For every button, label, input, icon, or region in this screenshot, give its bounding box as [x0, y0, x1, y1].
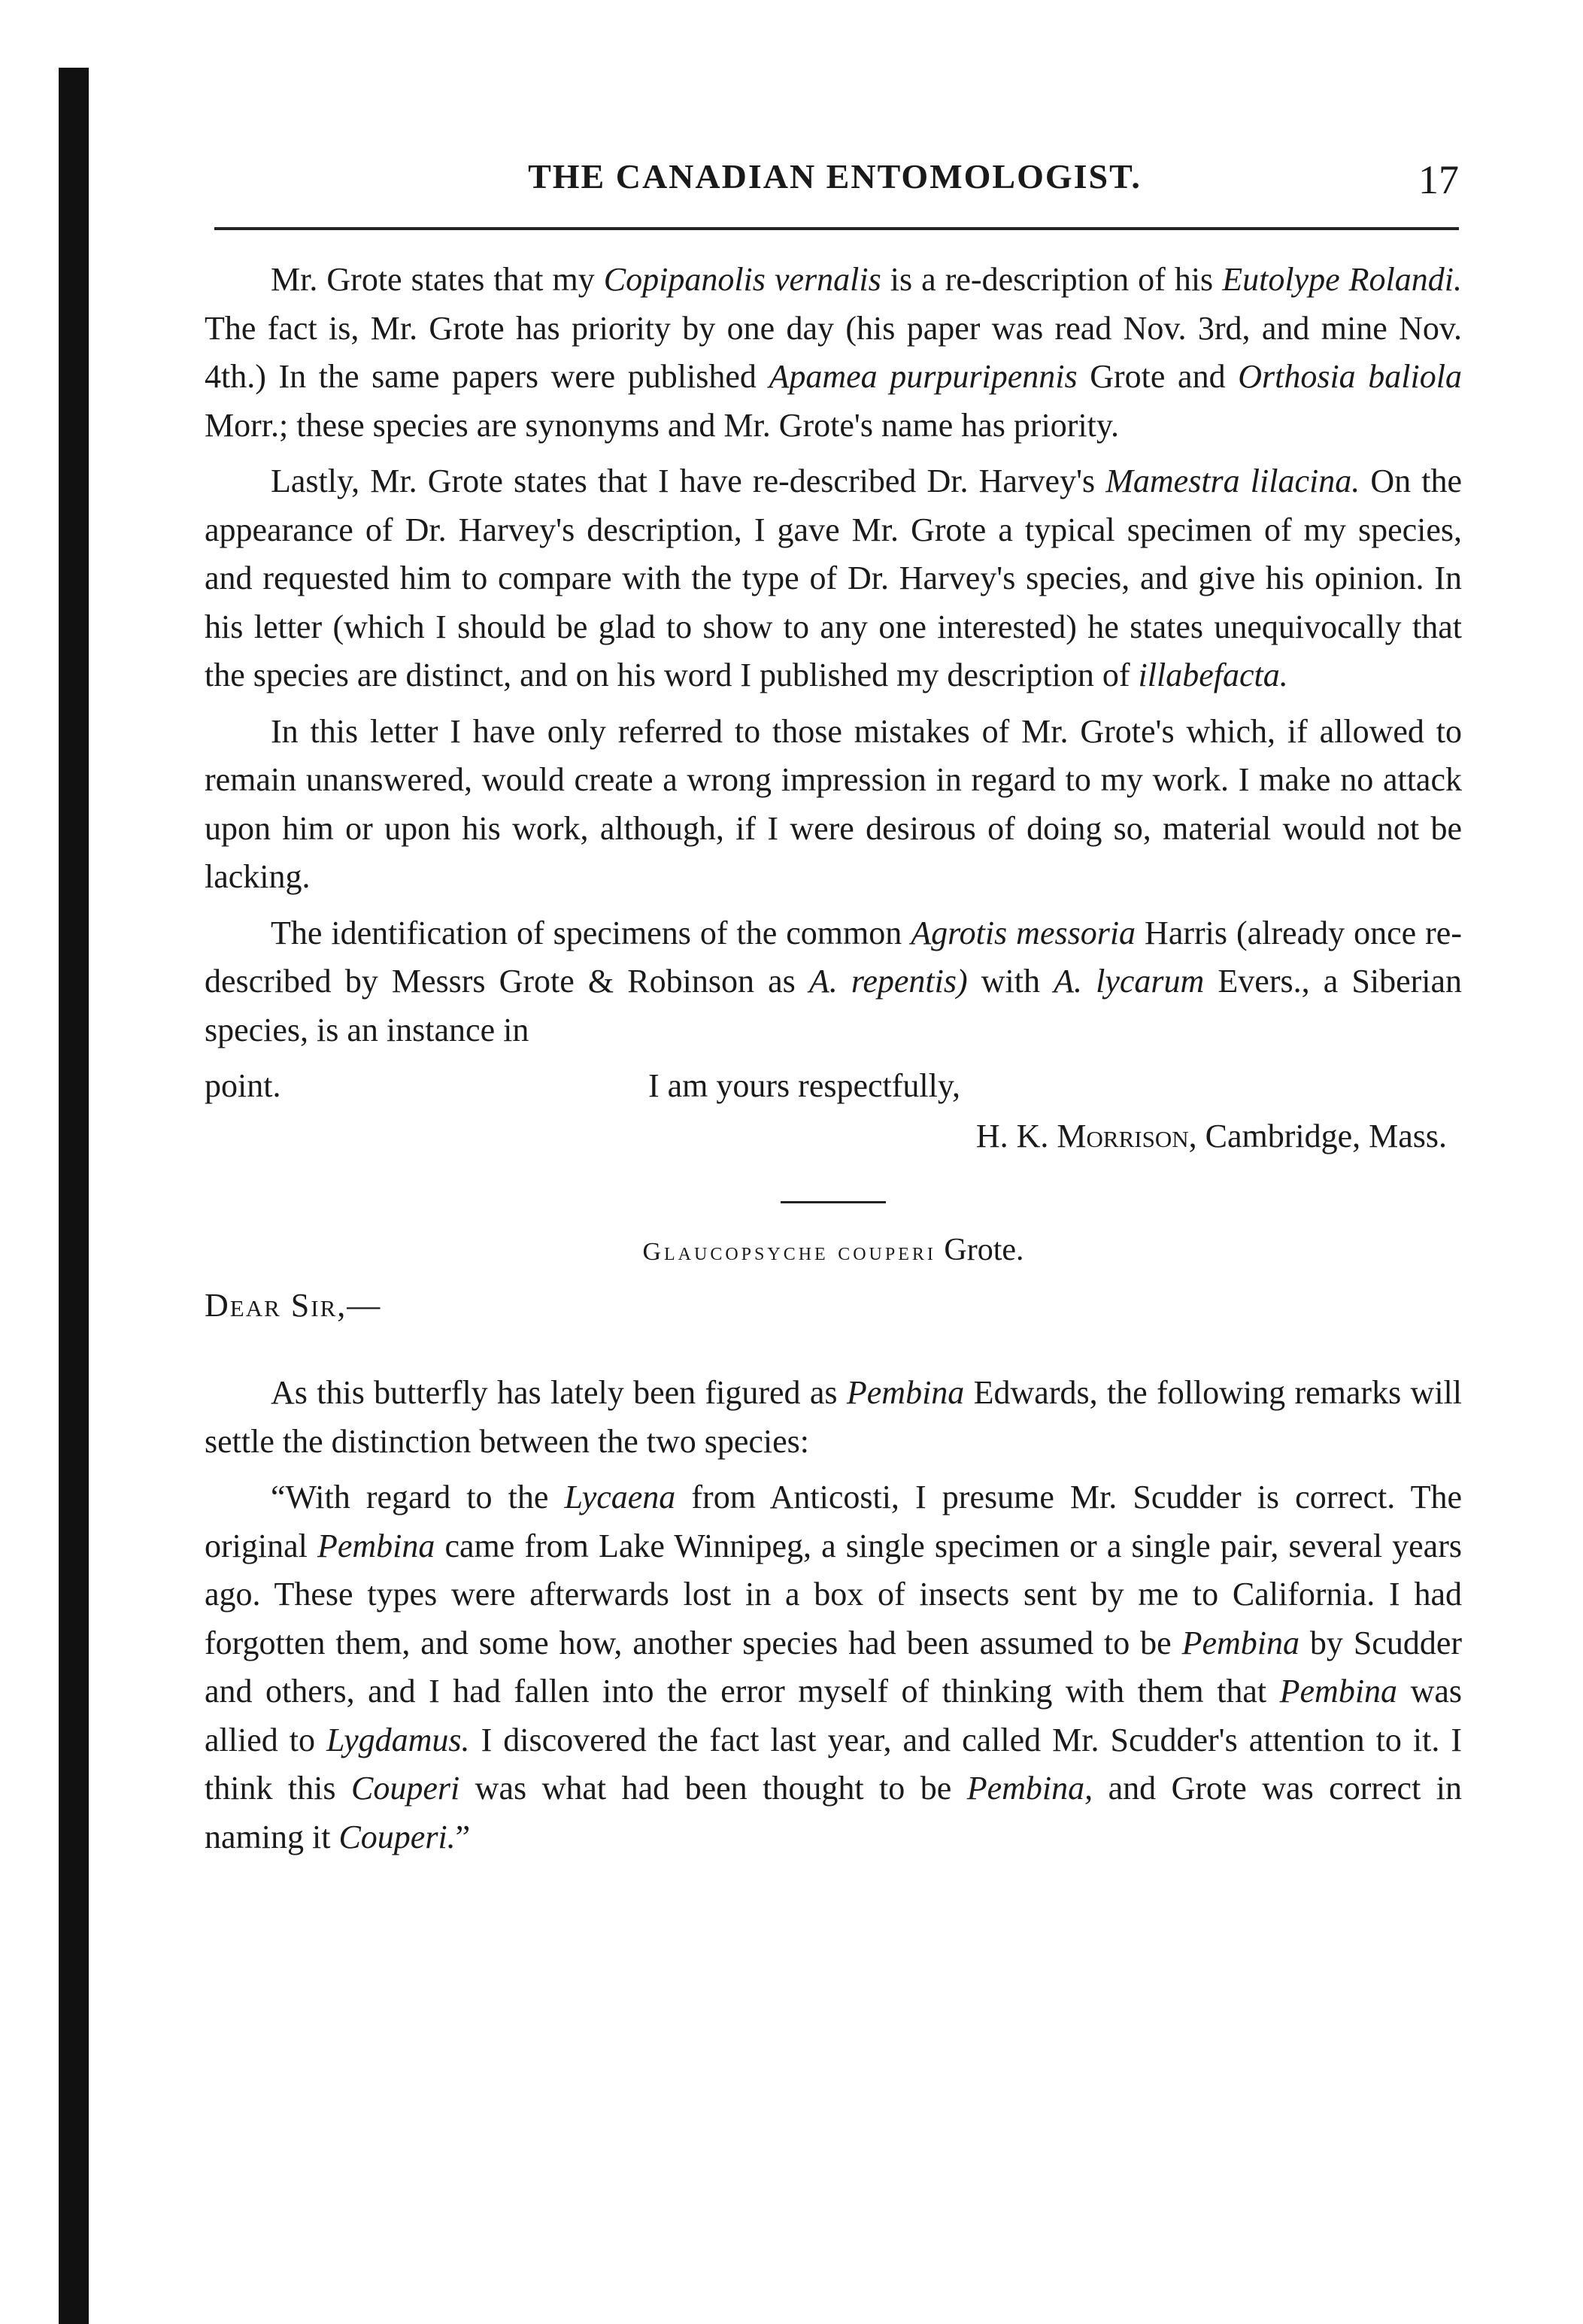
running-header	[211, 156, 1459, 209]
paragraph-1: Mr. Grote states that my Copipanolis vernalis is a re-description of his Eutolype Rolandi. The fact is, Mr. Grote has priority by one day (his paper was read Nov. 3rd, and mine Nov. 4th.) In the same papers were published Apamea purpuripennis Grote and Orthosia baliola Morr.; these species are synonyms and Mr. Grote's name has priority.	[205, 261, 1462, 444]
paragraph-6: “With regard to the Lycaena from Anticosti, I presume Mr. Scudder is correct. The original Pembina came from Lake Winnipeg, a single specimen or a single pair, several years ago. These types were afterwards lost in a box of insects sent by me to California. I had forgotten them, and some how, another species had been assumed to be Pembina by Scudder and others, and I had fallen into the error myself of thinking with them that Pembina was allied to Lygdamus. I discovered the fact last year, and called Mr. Scudder's attention to it. I think this Couperi was what had been thought to be Pembina, and Grote was correct in naming it Couperi.”	[205, 1479, 1463, 1855]
paragraph-5: As this butterfly has lately been figured as Pembina Edwards, the following remarks will settle the distinction between the two species:	[205, 1374, 1462, 1460]
paragraph-4: The identification of specimens of the common Agrotis messoria Harris (already once re-described by Messrs Grote & Robinson as A. repentis) with A. lycarum Evers., a Siberian species, is an instance in	[205, 914, 1463, 1048]
paragraph-3: In this letter I have only referred to those mistakes of Mr. Grote's which, if allowed to remain unanswered, would create a wrong impression in regard to my work. I make no attack upon him or upon his work, although, if I were desirous of doing so, material would not be lacking.	[205, 712, 1462, 895]
header-rule	[214, 227, 1459, 230]
section-separator	[781, 1201, 886, 1203]
closing-line: point. I am yours respectfully,	[205, 1067, 961, 1104]
section-title: Glaucopsyche couperi Grote.	[642, 1233, 1024, 1267]
signature: H. K. Morrison, Cambridge, Mass.	[975, 1117, 1447, 1154]
paragraph-2: Lastly, Mr. Grote states that I have re-described Dr. Harvey's Mamestra lilacina. On the appearance of Dr. Harvey's description, I gave Mr. Grote a typical specimen of my species, and requested him to compare with the type of Dr. Harvey's species, and give his opinion. In his letter (which I should be glad to show to any one interested) he states unequivocally that the species are distinct, and on his word I published my description of illabefacta.	[205, 463, 1463, 693]
page-number: 17	[1418, 157, 1459, 202]
valediction: I am yours respectfully,	[648, 1067, 961, 1104]
article-body	[205, 256, 1462, 1869]
salutation: Dear Sir,—	[205, 1286, 381, 1324]
journal-title: THE CANADIAN ENTOMOLOGIST.	[528, 157, 1142, 196]
binding-spine	[59, 68, 89, 2324]
